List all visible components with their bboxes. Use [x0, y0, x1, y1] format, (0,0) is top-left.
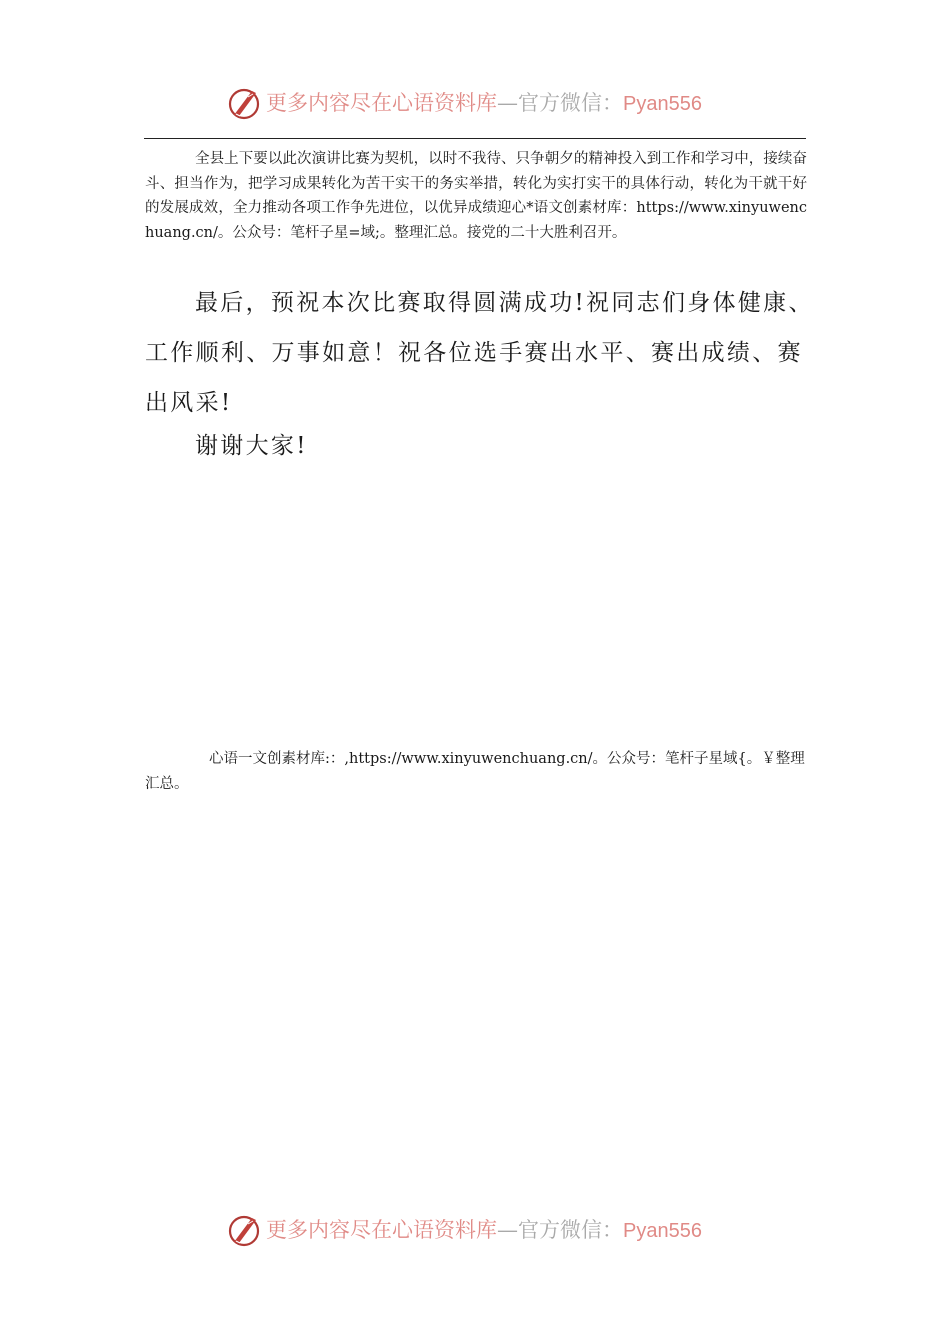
header-divider: [144, 138, 806, 139]
footer-banner-text: [266, 1210, 702, 1251]
body-paragraph-thanks: 谢谢大家!: [195, 433, 308, 459]
quill-pen-logo-icon: [226, 85, 262, 121]
banner-wechat-label: —官方微信：: [497, 1217, 623, 1242]
watermark-note: 心语一文创素材库:：,https://www.xinyuwenchuang.cn/。公众号：笔杆子星域{。￥整理汇总。: [145, 751, 805, 792]
body-paragraph-1: 全县上下要以此次演讲比赛为契机，以时不我待、只争朝夕的精神投入到工作和学习中，接续奋斗、担当作为，把学习成果转化为苦干实干的务实举措，转化为实打实干的具体行动，转化为干就干好的发展成效，全力推动各项工作争先进位，以优异成绩迎心*语文创素材库：https://www.xinyuwenchuang.cn/。公众号：笔杆子星=域;。整理汇总。接党的二十大胜利召开。: [145, 151, 807, 241]
banner-site-name: 更多内容尽在心语资料库: [266, 90, 497, 115]
header-banner-text: [266, 83, 702, 124]
body-paragraph-closing: 最后，预祝本次比赛取得圆满成功!祝同志们身体健康、工作顺利、万事如意！祝各位选手赛出水平、赛出成绩、赛出风采!: [145, 290, 814, 416]
banner-wechat-id: Pyan556: [623, 92, 702, 115]
banner-wechat-id: Pyan556: [623, 1219, 702, 1242]
footer-banner: [226, 1210, 702, 1250]
banner-wechat-label: —官方微信：: [497, 90, 623, 115]
header-banner: [226, 83, 702, 123]
banner-site-name: 更多内容尽在心语资料库: [266, 1217, 497, 1242]
quill-pen-logo-icon: [226, 1212, 262, 1248]
